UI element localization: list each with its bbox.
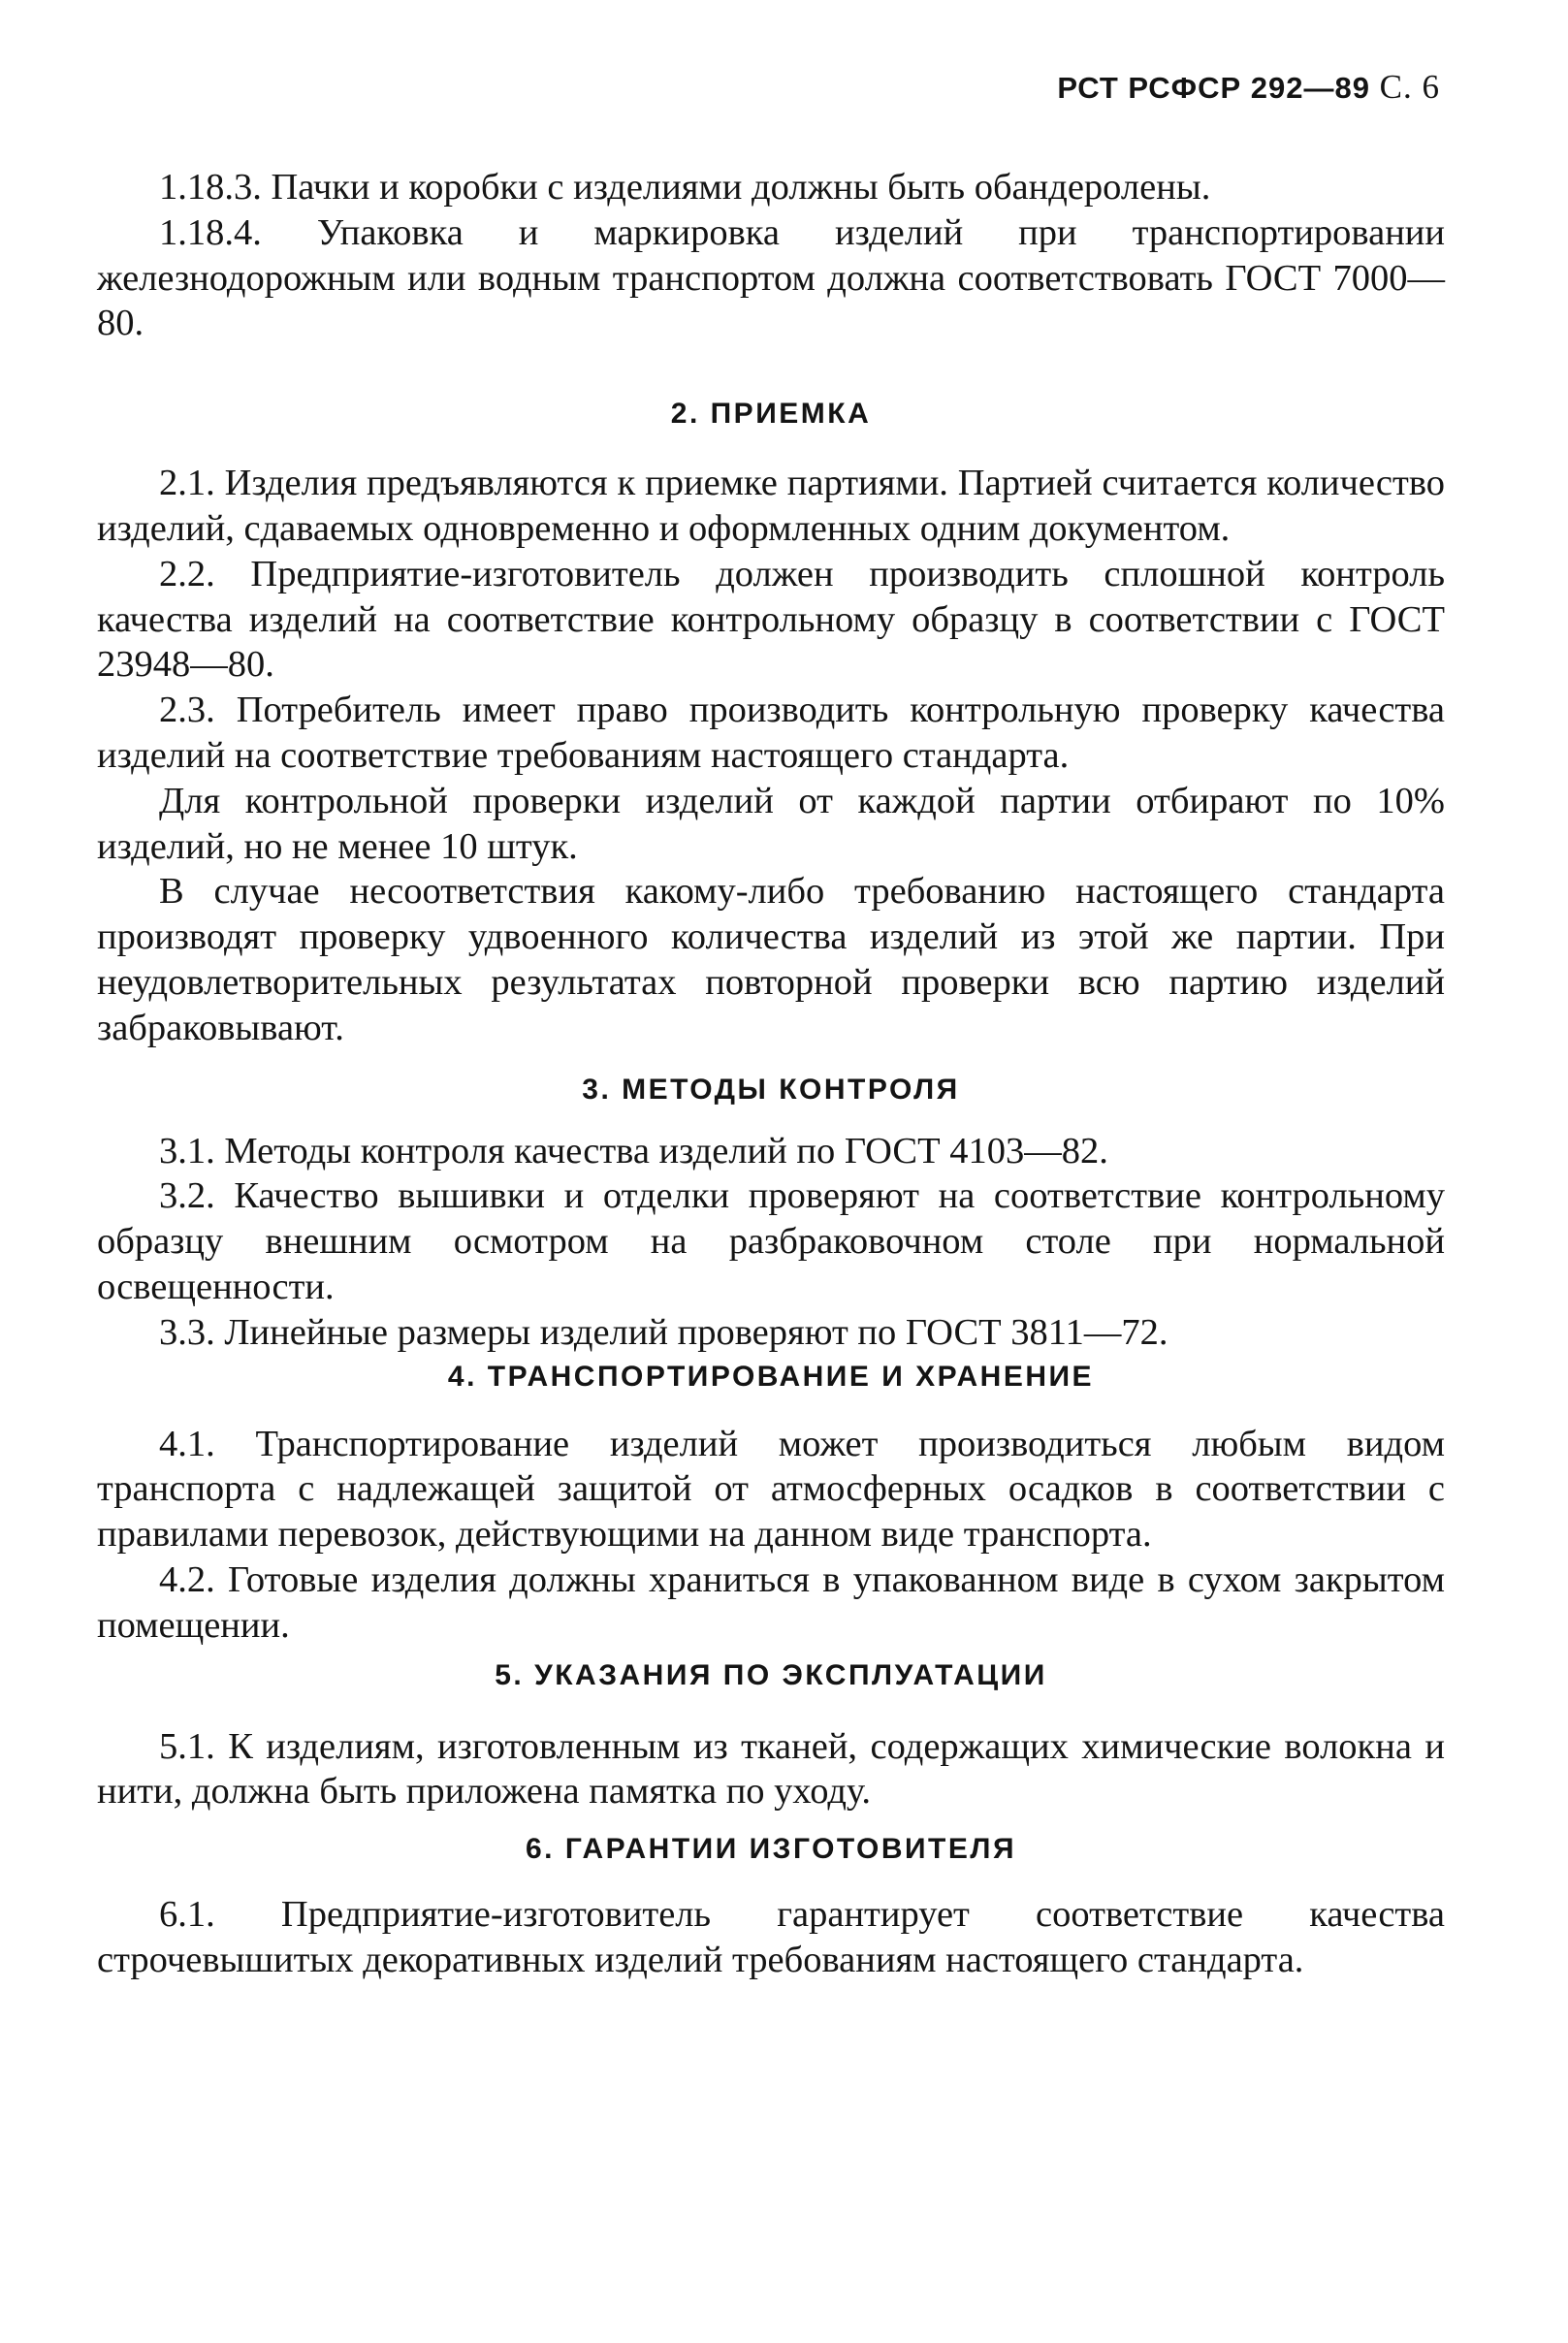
paragraph-1-18-3: 1.18.3. Пачки и коробки с изделиями должны быть обандеролены. <box>159 167 1211 208</box>
page-number: С. 6 <box>1379 68 1440 106</box>
section-title-transport-storage: 4. ТРАНСПОРТИРОВАНИЕ И ХРАНЕНИЕ <box>447 1360 1095 1393</box>
standard-code: РСТ РСФСР 292—89 <box>1057 71 1371 105</box>
page-header <box>1057 68 1440 107</box>
paragraph-3-3: 3.3. Линейные размеры изделий проверяют по ГОСТ 3811—72. <box>159 1311 1168 1353</box>
paragraph-2-2: 2.2. Предприятие-изготовитель должен производить сплошной контроль качества изделий на соответствие контрольному образцу в соответствии с ГОСТ 23948—80. <box>97 553 1445 686</box>
paragraph-3-1: 3.1. Методы контроля качества изделий по ГОСТ 4103—82. <box>159 1130 1108 1172</box>
section-title-control-methods: 3. МЕТОДЫ КОНТРОЛЯ <box>582 1073 960 1106</box>
paragraph-2-3: 2.3. Потребитель имеет право производить контрольную проверку качества изделий на соответствие требованиям настоящего стандарта. <box>97 690 1445 776</box>
paragraph-3-2: 3.2. Качество вышивки и отделки проверяют на соответствие контрольному образцу внешним осмотром на разбраковочном столе при нормальной освещенности. <box>97 1175 1445 1307</box>
paragraph-1-18-4: 1.18.4. Упаковка и маркировка изделий при транспортировании железнодорожным или водным транспортом должна соответствовать ГОСТ 7000—80. <box>97 211 1445 344</box>
paragraph-2-3-retest: В случае несоответствия какому-либо требованию настоящего стандарта производят проверку удвоенного количества изделий из этой же партии. При неудовлетворительных результатах повторной проверки всю партию изделий забраковывают. <box>97 871 1445 1048</box>
section-title-operation: 5. УКАЗАНИЯ ПО ЭКСПЛУАТАЦИИ <box>495 1658 1047 1691</box>
section-title-warranty: 6. ГАРАНТИИ ИЗГОТОВИТЕЛЯ <box>525 1833 1016 1866</box>
document-body <box>97 165 1445 1983</box>
section-title-acceptance: 2. ПРИЕМКА <box>670 398 872 431</box>
paragraph-2-1: 2.1. Изделия предъявляются к приемке партиями. Партией считается количество изделий, сдаваемых одновременно и оформленных одним документом. <box>97 463 1445 549</box>
paragraph-4-1: 4.1. Транспортирование изделий может производиться любым видом транспорта с надлежащей защитой от атмосферных осадков в соответствии с правилами перевозок, действующими на данном виде транспорта. <box>97 1423 1445 1556</box>
paragraph-6-1: 6.1. Предприятие-изготовитель гарантирует соответствие качества строчевышитых декоративных изделий требованиям настоящего стандарта. <box>97 1894 1445 1980</box>
paragraph-5-1: 5.1. К изделиям, изготовленным из тканей, содержащих химические волокна и нити, должна быть приложена памятка по уходу. <box>97 1725 1445 1813</box>
paragraph-4-2: 4.2. Готовые изделия должны храниться в упакованном виде в сухом закрытом помещении. <box>97 1558 1445 1646</box>
paragraph-2-3-sampling: Для контрольной проверки изделий от каждой партии отбирают по 10% изделий, но не менее 10 штук. <box>97 780 1445 867</box>
